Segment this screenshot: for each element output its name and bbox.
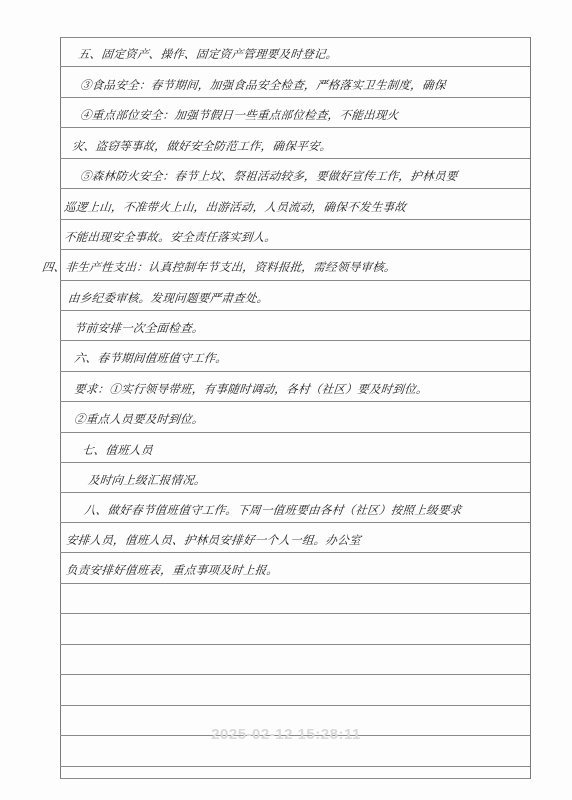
- handwritten-line: 六、春节期间值班值守工作。: [73, 351, 229, 365]
- ruled-line: [60, 127, 530, 128]
- handwritten-line: 要求：①实行领导带班，有事随时调动，各村（社区）要及时到位。: [73, 382, 429, 396]
- ruled-line: [60, 462, 530, 463]
- handwritten-line: 及时向上级汇报情况。: [87, 473, 207, 487]
- handwritten-line: 巡逻上山，不准带火上山，出游活动，人员流动，确保不发生事故: [63, 200, 407, 214]
- ruled-line: [60, 219, 530, 220]
- handwritten-line: 不能出现安全事故。安全责任落实到人。: [63, 230, 278, 244]
- ruled-line: [60, 644, 530, 645]
- page-right-border: [530, 37, 531, 779]
- handwritten-line: 灾、盗窃等事故，做好安全防范工作，确保平安。: [71, 139, 333, 153]
- handwritten-line: 安排人员，值班人员、护林员安排好一个人一组。办公室: [65, 533, 362, 547]
- handwritten-line: 节前安排一次全面检查。: [73, 321, 205, 335]
- handwritten-line: 五、固定资产、操作、固定资产管理要及时登记。: [77, 47, 339, 61]
- ruled-line: [60, 766, 530, 767]
- handwritten-line: 负责安排好值班表，重点事项及时上报。: [65, 563, 280, 577]
- ruled-line: [60, 583, 530, 584]
- handwritten-line: 七、值班人员: [81, 443, 154, 457]
- ruled-line: [60, 674, 530, 675]
- ruled-line: [60, 492, 530, 493]
- ruled-line: [60, 371, 530, 372]
- handwritten-line: 八、做好春节值班值守工作。下周一值班要由各村（社区）按照上级要求: [83, 503, 463, 517]
- handwritten-line: ④重点部位安全：加强节假日一些重点部位检查，不能出现火: [79, 108, 400, 122]
- ruled-line: [60, 613, 530, 614]
- handwritten-line: 由乡纪委审核。发现问题要严肃查处。: [67, 291, 270, 305]
- ruled-line: [60, 249, 530, 250]
- ruled-line: [60, 66, 530, 67]
- ruled-line: [60, 188, 530, 189]
- ruled-line: [60, 340, 530, 341]
- handwritten-line: ②重点人员要及时到位。: [73, 412, 205, 426]
- handwritten-line: 四、非生产性支出：认真控制年节支出，资料报批，需经领导审核。: [41, 260, 397, 274]
- handwritten-line: ⑤森林防火安全：春节上坟、祭祖活动较多，要做好宣传工作，护林员要: [79, 169, 459, 183]
- ruled-line: [60, 552, 530, 553]
- ruled-line: [60, 37, 530, 38]
- ruled-line: [60, 310, 530, 311]
- handwritten-line: ③食品安全：春节期间，加强食品安全检查，严格落实卫生制度，确保: [79, 78, 447, 92]
- timestamp-watermark: 2025-02-12 15:28:11: [211, 726, 361, 743]
- ruled-line: [60, 97, 530, 98]
- ruled-line: [60, 158, 530, 159]
- ruled-line: [60, 401, 530, 402]
- ruled-line: [60, 522, 530, 523]
- page-left-border: [60, 37, 61, 779]
- ruled-line: [60, 432, 530, 433]
- ruled-line: [60, 280, 530, 281]
- ruled-line: [60, 778, 530, 779]
- ruled-line: [60, 705, 530, 706]
